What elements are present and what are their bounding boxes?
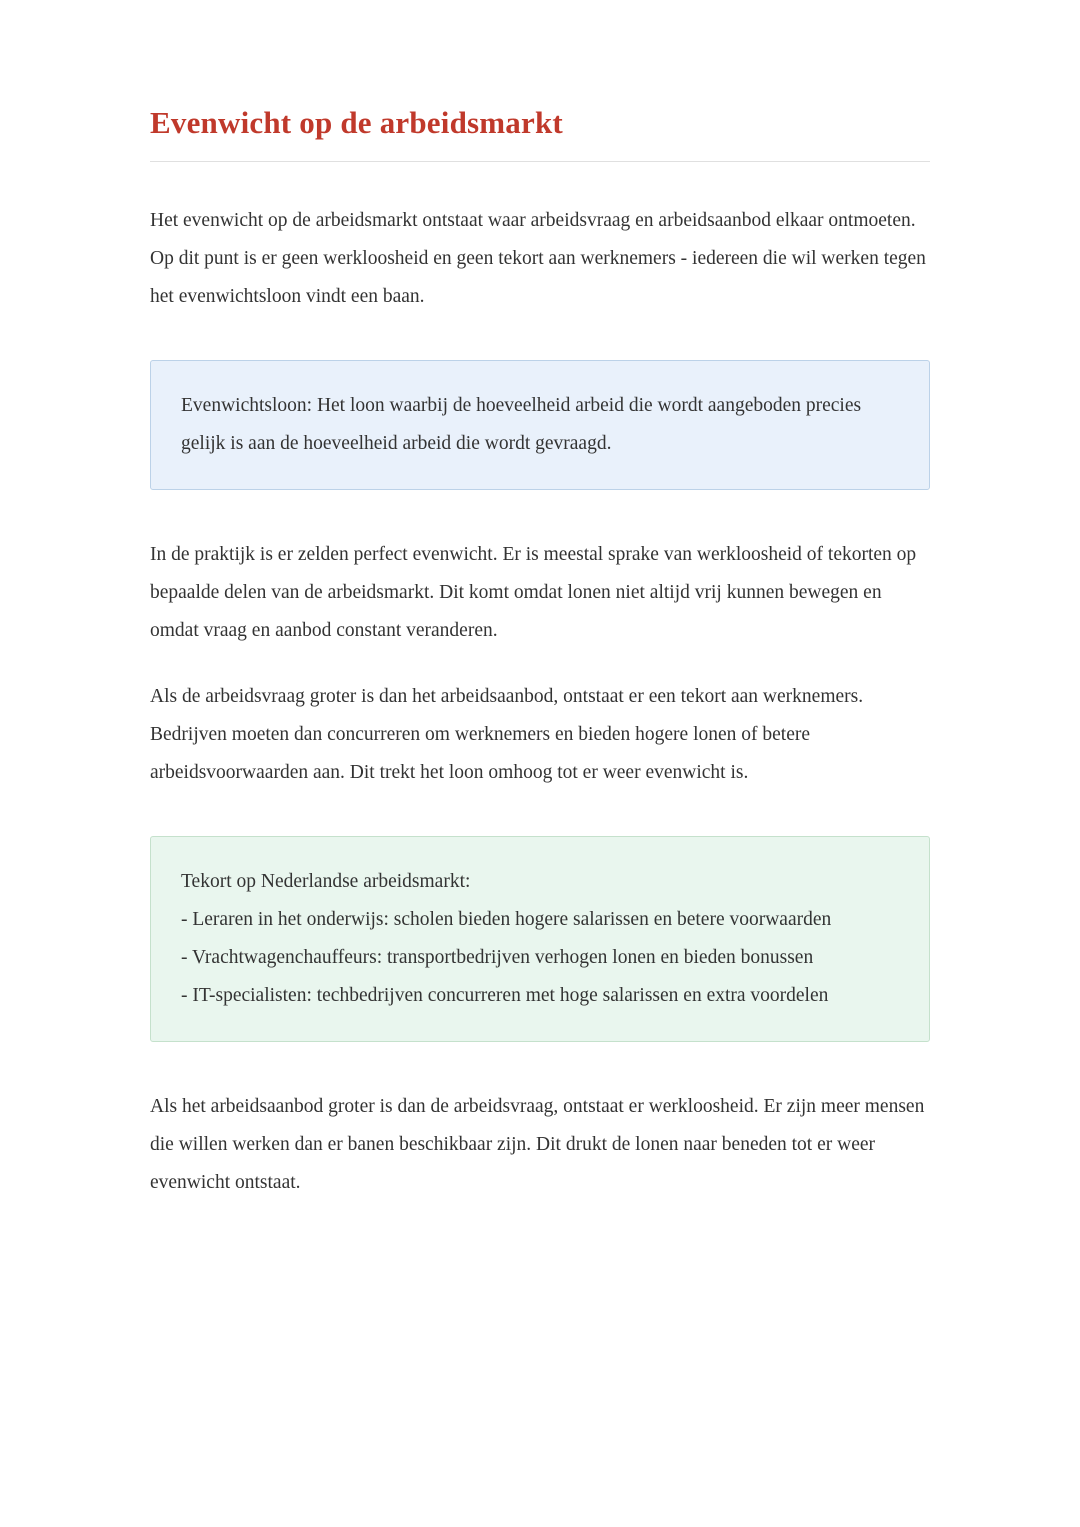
document-content <box>150 0 930 1350</box>
example-item-truckdrivers: - Vrachtwagenchauffeurs: transportbedrijven verhogen lonen en bieden bonussen <box>181 947 814 968</box>
paragraph-intro: Het evenwicht op de arbeidsmarkt ontstaat waar arbeidsvraag en arbeidsaanbod elkaar ontmoeten. Op dit punt is er geen werkloosheid en geen tekort aan werknemers - iedereen die wil werken tegen het evenwichtsloon vindt een baan. <box>150 210 926 307</box>
page-title: Evenwicht op de arbeidsmarkt <box>150 105 930 162</box>
examples-title: Tekort op Nederlandse arbeidsmarkt: <box>181 871 471 892</box>
definition-callout <box>150 360 930 490</box>
example-item-teachers: - Leraren in het onderwijs: scholen bieden hogere salarissen en betere voorwaarden <box>181 909 832 930</box>
paragraph-unemployment: Als het arbeidsaanbod groter is dan de arbeidsvraag, ontstaat er werkloosheid. Er zijn meer mensen die willen werken dan er banen beschikbaar zijn. Dit drukt de lonen naar beneden tot er weer evenwicht ontstaat. <box>150 1096 925 1193</box>
examples-callout <box>150 836 930 1042</box>
paragraph-practice: In de praktijk is er zelden perfect evenwicht. Er is meestal sprake van werkloosheid of tekorten op bepaalde delen van de arbeidsmarkt. Dit komt omdat lonen niet altijd vrij kunnen bewegen en omdat vraag en aanbod constant veranderen. <box>150 544 917 641</box>
example-item-it-specialists: - IT-specialisten: techbedrijven concurreren met hoge salarissen en extra voordelen <box>181 985 829 1006</box>
paragraph-shortage: Als de arbeidsvraag groter is dan het arbeidsaanbod, ontstaat er een tekort aan werknemers. Bedrijven moeten dan concurreren om werknemers en bieden hogere lonen of betere arbeidsvoorwaarden aan. Dit trekt het loon omhoog tot er weer evenwicht is. <box>150 686 864 783</box>
definition-text: Evenwichtsloon: Het loon waarbij de hoeveelheid arbeid die wordt aangeboden precies gelijk is aan de hoeveelheid arbeid die wordt gevraagd. <box>181 395 862 454</box>
